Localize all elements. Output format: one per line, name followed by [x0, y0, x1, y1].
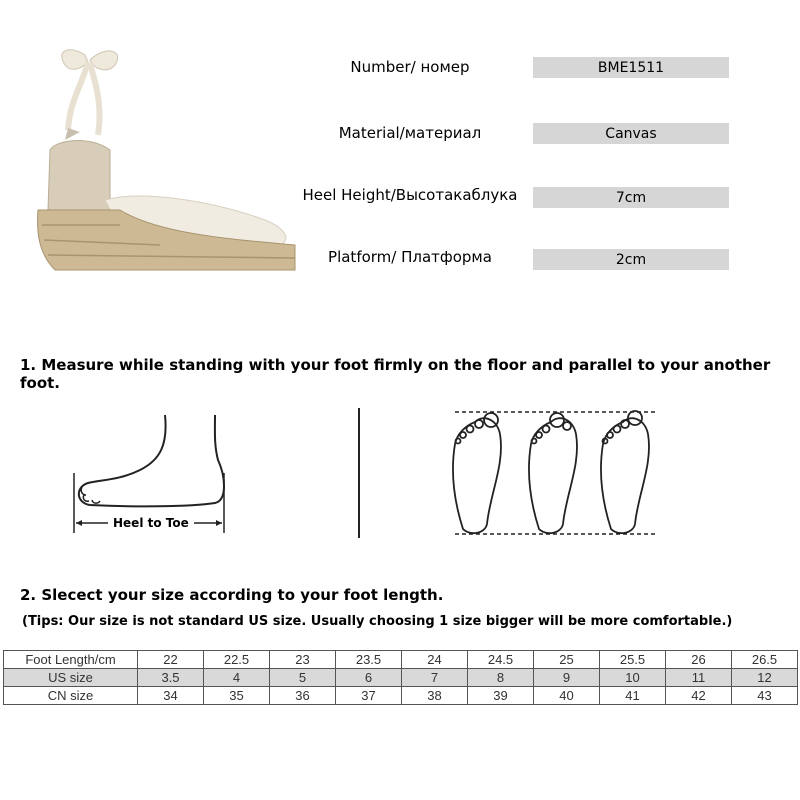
row-label-foot-length: Foot Length/cm — [4, 651, 138, 669]
table-cell: 5 — [270, 669, 336, 687]
table-cell: 41 — [600, 687, 666, 705]
table-cell: 36 — [270, 687, 336, 705]
divider-line — [358, 408, 360, 538]
table-cell: 38 — [402, 687, 468, 705]
table-row — [4, 669, 798, 687]
table-cell: 43 — [732, 687, 798, 705]
row-label-cn-size: CN size — [4, 687, 138, 705]
table-cell: 24.5 — [468, 651, 534, 669]
table-cell: 26.5 — [732, 651, 798, 669]
table-cell: 23.5 — [336, 651, 402, 669]
table-cell: 39 — [468, 687, 534, 705]
table-cell: 37 — [336, 687, 402, 705]
row-label-us-size: US size — [4, 669, 138, 687]
table-cell: 34 — [138, 687, 204, 705]
table-cell: 10 — [600, 669, 666, 687]
table-cell: 23 — [270, 651, 336, 669]
spec-label-platform: Platform/ Платформа — [328, 248, 492, 266]
table-cell: 7 — [402, 669, 468, 687]
table-cell: 11 — [666, 669, 732, 687]
table-cell: 35 — [204, 687, 270, 705]
table-cell: 25 — [534, 651, 600, 669]
table-cell: 26 — [666, 651, 732, 669]
size-chart-table — [3, 650, 798, 705]
spec-value-material: Canvas — [533, 123, 729, 144]
spec-value-number: BME1511 — [533, 57, 729, 78]
table-cell: 6 — [336, 669, 402, 687]
product-image — [10, 40, 310, 290]
table-cell: 4 — [204, 669, 270, 687]
table-cell: 9 — [534, 669, 600, 687]
table-cell: 22 — [138, 651, 204, 669]
table-cell: 25.5 — [600, 651, 666, 669]
spec-label-heel-height: Heel Height/Высотакаблука — [302, 186, 518, 204]
table-cell: 24 — [402, 651, 468, 669]
spec-label-material: Material/материал — [338, 124, 482, 142]
step-1-instruction: 1. Measure while standing with your foot firmly on the floor and parallel to your another foot. — [20, 356, 771, 392]
heel-to-toe-label: Heel to Toe — [113, 516, 189, 530]
table-cell: 42 — [666, 687, 732, 705]
table-row — [4, 687, 798, 705]
table-cell: 40 — [534, 687, 600, 705]
table-cell: 12 — [732, 669, 798, 687]
spec-value-heel-height: 7cm — [533, 187, 729, 208]
table-cell: 22.5 — [204, 651, 270, 669]
table-cell: 8 — [468, 669, 534, 687]
spec-label-number: Number/ номер — [350, 58, 470, 76]
feet-top-diagram — [445, 404, 665, 544]
step-2-instruction: 2. Slecect your size according to your foot length. — [20, 586, 444, 604]
table-cell: 3.5 — [138, 669, 204, 687]
spec-value-platform: 2cm — [533, 249, 729, 270]
table-row — [4, 651, 798, 669]
tips-note: (Tips: Our size is not standard US size. Usually choosing 1 size bigger will be more comfortable.) — [22, 614, 733, 629]
